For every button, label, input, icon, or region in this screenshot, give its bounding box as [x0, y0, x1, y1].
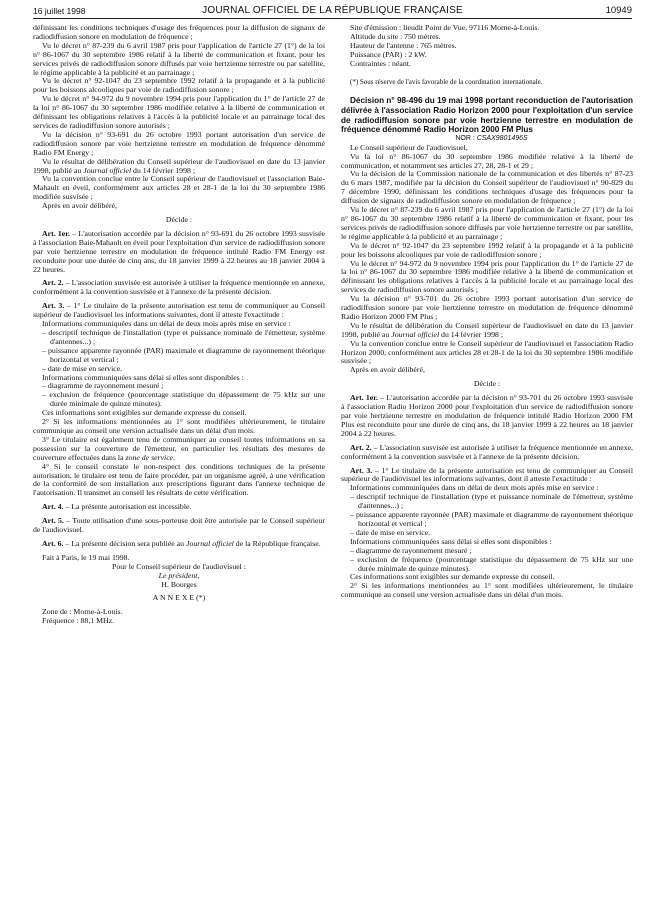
- paragraph: Informations communiquées dans un délai de deux mois après mise en service :: [42, 319, 291, 329]
- article-3: Art. 3. – 1° Le titulaire de la présente autorisation est tenu de communiquer au Conseil supérieur de l'audiovisuel les informations suivantes, dont il atteste l'exactitude :: [33, 301, 325, 320]
- paragraph: Vu la décision n° 93-701 du 26 octobre 1993 portant autorisation d'un service de radiodiffusion sonore par voie hertzienne terrestre en modulation de fréquence dénommé Radio Horizon 2000 FM Plus ;: [341, 294, 633, 321]
- list-item: – descriptif technique de l'installation (type et puissance nominale de l'émetteur, système d'antennes...) ;: [42, 328, 325, 346]
- article-1: Art. 1er. – L'autorisation accordée par la décision n° 93-691 du 26 octobre 1993 susvisée à l'association Baie-Mahault en éveil pour l'exploitation d'un service de radiodiffusion sonore par voie hertzienne terrestre en modulation de fréquence intitulé Radio FM Energy est reconduite pour une durée de cinq ans, du 18 janvier 1999 à 22 heures au 18 janvier 2004 à 22 heures.: [33, 228, 326, 274]
- signature-name: H. Bourges: [161, 579, 197, 589]
- paragraph: Vu le résultat de délibération du Conseil supérieur de l'audiovisuel en date du 13 janvier 1998, publié au Journal officiel du 14 février 1998 ;: [341, 320, 633, 339]
- list-item: – puissance apparente rayonnée (PAR) maximale et diagramme de rayonnement théorique horizontal et vertical ;: [42, 345, 325, 364]
- paragraph: Vu le résultat de délibération du Conseil supérieur de l'audiovisuel en date du 13 janvier 1998, publié au Journal officiel du 14 février 1998 ;: [33, 156, 325, 175]
- paragraph: Ces informations sont exigibles sur demande expresse du conseil.: [350, 572, 555, 582]
- paragraph: Vu le décret n° 94-972 du 9 novembre 1994 pris pour l'application du 1° de l'article 27 de la loi n° 86-1067 du 30 septembre 1986 modifiée relative à la liberté de communication et définissant les obligations relatives à l'accès à la publicité locale et au parrainage local des services de radiodiffusion sonore autorisés ;: [33, 94, 325, 130]
- right-column: [341, 24, 633, 600]
- paragraph: Vu la convention conclue entre le Conseil supérieur de l'audiovisuel et l'association Baie-Mahault en éveil, conformément aux articles 28 et 28-1 de la loi du 30 septembre 1986 modifiée susvisée ;: [33, 174, 325, 202]
- paragraph: 2° Si les informations mentionnées au 1° sont modifiées ultérieurement, le titulaire communique au conseil une version actualisée dans un délai d'un mois.: [33, 417, 325, 435]
- signature-role: Le président,: [158, 570, 200, 580]
- info-list: [33, 329, 325, 374]
- paragraph: Après en avoir délibéré,: [42, 201, 117, 211]
- article-5: Art. 5. – Toute utilisation d'une sous-porteuse doit être autorisée par le Conseil supérieur de l'audiovisuel.: [33, 516, 325, 535]
- paragraph: Vu la décision n° 93-691 du 26 octobre 1993 portant autorisation d'un service de radiodiffusion sonore par voie hertzienne terrestre en modulation de fréquence dénommé Radio FM Energy ;: [33, 129, 325, 157]
- footnote: (*) Sous réserve de l'avis favorable de la coordination internationale.: [350, 77, 543, 86]
- header-date: 16 juillet 1998: [33, 6, 86, 16]
- list-item: – descriptif technique de l'installation (type et puissance nominale de l'émetteur, système d'antennes...) ;: [350, 492, 633, 511]
- list-item: – exclusion de fréquence (pourcentage statistique du dépassement de 75 kHz sur une durée minimale de quinze minutes).: [350, 554, 633, 573]
- paragraph: Vu le décret n° 92-1047 du 23 septembre 1992 relatif à la propagande et à la publicité pour les boissons alcooliques par voie de radiodiffusion sonore ;: [33, 76, 325, 95]
- annex-heading: A N N E X E (*): [152, 593, 206, 603]
- paragraph: Après en avoir délibéré,: [350, 365, 425, 375]
- signature-line: Pour le Conseil supérieur de l'audiovisuel :: [112, 561, 246, 571]
- list-item: – date de mise en service.: [42, 363, 123, 373]
- paragraph: 4° Si le conseil constate le non-respect des conditions techniques de la présente autorisation, le titulaire est tenu de faire procéder, par un organisme agréé, à une vérification de la conformité de son installation aux prescriptions figurant dans l'annexe technique de l'autorisation. Il transmet au conseil les résultats de cette vérification.: [33, 461, 325, 498]
- left-column: [33, 24, 325, 626]
- list-item: – exclusion de fréquence (pourcentage statistique du dépassement de 75 kHz sur une durée minimale de quinze minutes).: [42, 390, 325, 409]
- paragraph: Zone de : Morne-à-Louis.: [42, 607, 123, 617]
- article-4: Art. 4. – La présente autorisation est incessible.: [42, 502, 192, 512]
- info-list: [341, 493, 633, 538]
- article-2: Art. 2. – L'association susvisée est autorisée à utiliser la fréquence mentionnée en annexe, conformément à la convention susvisée et à l'annexe de la présente décision.: [341, 442, 633, 461]
- list-item: – diagramme de rayonnement mesuré ;: [350, 545, 472, 555]
- paragraph: 2° Si les informations mentionnées au 1° sont modifiées ultérieurement, le titulaire communique au conseil une version actualisée dans un délai d'un mois.: [341, 581, 633, 600]
- journal-title: JOURNAL OFFICIEL DE LA RÉPUBLIQUE FRANÇAISE: [202, 5, 463, 16]
- paragraph: Contraintes : néant.: [350, 58, 411, 68]
- paragraph: Vu la décision de la Commission nationale de la communication et des libertés n° 87-23 du 6 mars 1987, modifiée par la décision du Conseil supérieur de l'audiovisuel n° 90-829 du 7 décembre 1990, définissant les conditions techniques d'usage des fréquences pour la diffusion de signaux de radiodiffusion sonore en modulation de fréquence ;: [341, 169, 633, 206]
- paragraph: Vu le décret n° 92-1047 du 23 septembre 1992 relatif à la propagande et à la publicité pour les boissons alcooliques par voie de radiodiffusion sonore ;: [341, 240, 633, 259]
- decide-heading: Décide :: [165, 215, 193, 225]
- page-number: 10949: [605, 5, 632, 16]
- paragraph: Site d'émission : lieudit Point de Vue, 97116 Morne-à-Louis.: [350, 23, 540, 32]
- paragraph: Fréquence : 88,1 MHz.: [42, 616, 115, 626]
- info-list: [33, 382, 325, 409]
- done-at: Fait à Paris, le 19 mai 1998.: [42, 552, 130, 562]
- paragraph: Le Conseil supérieur de l'audiovisuel,: [350, 142, 468, 152]
- paragraph: Hauteur de l'antenne : 765 mètres.: [350, 40, 457, 50]
- paragraph: Informations communiquées sans délai si elles sont disponibles :: [350, 536, 552, 546]
- decision-title: Décision n° 98-496 du 19 mai 1998 portant reconduction de l'autorisation délivrée à l'association Radio Horizon 2000 pour l'exploitation d'un service de radiodiffusion sonore par voie hertzienne terrestre en modulation de fréquence dénommé Radio Horizon 2000 FM Plus: [341, 96, 633, 135]
- list-item: – puissance apparente rayonnée (PAR) maximale et diagramme de rayonnement théorique horizontal et vertical ;: [350, 510, 633, 528]
- paragraph: Puissance (PAR) : 2 kW.: [350, 49, 427, 59]
- list-item: – diagramme de rayonnement mesuré ;: [42, 381, 164, 391]
- list-item: – date de mise en service.: [350, 527, 431, 537]
- paragraph: Informations communiquées dans un délai de deux mois après mise en service :: [350, 483, 599, 493]
- paragraph: définissant les conditions techniques d'usage des fréquences pour la diffusion de signaux de radiodiffusion sonore en modulation de fréquence ;: [33, 23, 325, 41]
- paragraph: Vu le décret n° 94-972 du 9 novembre 1994 pris pour l'application du 1° de l'article 27 de la loi n° 86-1067 du 30 septembre 1986 modifiée relative à la liberté de communication et définissant les obligations relatives à l'accès à la publicité locale et au parrainage local des services de radiodiffusion sonore autorisés ;: [341, 258, 633, 295]
- paragraph: Vu le décret n° 87-239 du 6 avril 1987 pris pour l'application de l'article 27 (1°) de la loi n° 86-1067 du 30 septembre 1986 relatif à la liberté de communication et fixant, pour les services privés de radiodiffusion sonore diffusés par voie hertzienne terrestre ou par satellite, le régime applicable à la publicité et au parrainage ;: [341, 205, 633, 241]
- article-3: Art. 3. – 1° Le titulaire de la présente autorisation est tenu de communiquer au Conseil supérieur de l'audiovisuel les informations suivantes, dont il atteste l'exactitude :: [341, 465, 633, 484]
- header-rule: [33, 18, 632, 19]
- paragraph: Vu la loi n° 86-1067 du 30 septembre 1986 modifiée relative à la liberté de communication, et notamment ses articles 27, 28, 28-1 et 29 ;: [341, 151, 633, 170]
- paragraph: Vu la convention conclue entre le Conseil supérieur de l'audiovisuel et l'association Radio Horizon 2000, conformément aux articles 28 et 28-1 de la loi du 30 septembre 1986 modifiée susvisée ;: [341, 338, 633, 366]
- nor-reference: NOR : CSAX9801496S: [455, 134, 528, 142]
- decide-heading: Décide :: [473, 379, 501, 389]
- info-list: [341, 547, 633, 574]
- journal-officiel-ref: Journal officiel: [83, 165, 132, 175]
- article-1: Art. 1er. – L'autorisation accordée par la décision n° 93-701 du 26 octobre 1993 susvisée à l'association Radio Horizon 2000 pour l'exploitation d'un service de radiodiffusion sonore par voie hertzienne terrestre en modulation de fréquence intitulé Radio Horizon 2000 FM Plus est reconduite pour une durée de cinq ans, du 18 janvier 1999 à 22 heures au 18 janvier 2004 à 22 heures.: [341, 393, 634, 438]
- page-header: [0, 0, 665, 18]
- paragraph: Altitude du site : 750 mètres.: [350, 31, 441, 41]
- paragraph: 3° Le titulaire est également tenu de communiquer au conseil toutes informations en sa possession sur la couverture de l'émetteur, en particulier les résultats des mesures de couverture effectuées dans la zone de service.: [33, 434, 325, 462]
- article-6: Art. 6. – La présente décision sera publiée au Journal officiel de la République française.: [42, 538, 321, 548]
- paragraph: Vu le décret n° 87-239 du 6 avril 1987 pris pour l'application de l'article 27 (1°) de la loi n° 86-1067 du 30 septembre 1986 relatif à la liberté de communication et fixant, pour les services privés de radiodiffusion sonore diffusés par voie hertzienne terrestre ou par satellite, le régime applicable à la publicité et au parrainage ;: [33, 40, 325, 77]
- article-2: Art. 2. – L'association susvisée est autorisée à utiliser la fréquence mentionnée en annexe, conformément à la convention susvisée et à l'annexe de la présente décision.: [33, 278, 325, 297]
- paragraph: Informations communiquées sans délai si elles sont disponibles :: [42, 372, 244, 382]
- paragraph: Ces informations sont exigibles sur demande expresse du conseil.: [42, 408, 247, 418]
- journal-officiel-ref: Journal officiel: [391, 329, 440, 339]
